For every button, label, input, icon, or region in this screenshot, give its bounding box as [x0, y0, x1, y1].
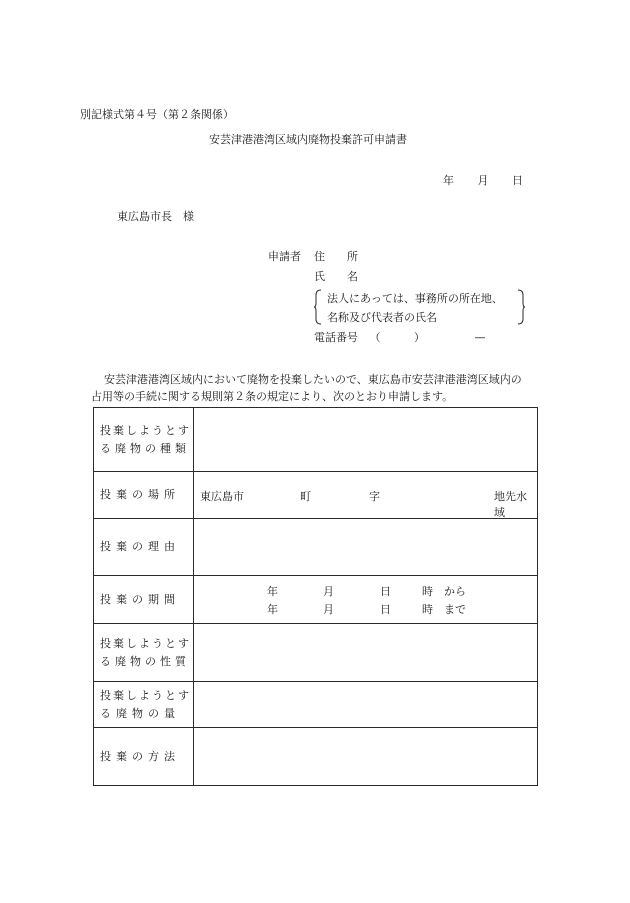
period-end-day: 日: [380, 602, 391, 616]
table-row-waste-amount: [94, 682, 538, 728]
address-label: 住 所: [314, 250, 358, 263]
waste-nature-label: [94, 624, 194, 682]
period-until: まで: [444, 602, 466, 616]
location-label: 投棄の場所: [94, 472, 194, 519]
waste-type-field[interactable]: [194, 408, 538, 472]
waste-type-label-line1: 投棄しようとす: [100, 423, 191, 437]
period-start-year: 年: [267, 584, 278, 598]
location-city: 東広島市: [200, 490, 244, 503]
applicant-label: 申請者: [268, 250, 301, 263]
method-label: 投棄の方法: [94, 728, 194, 786]
corporate-note-line2: 名称及び代表者の氏名: [327, 311, 437, 324]
name-label: 氏 名: [314, 270, 358, 283]
document-title: 安芸津港港湾区域内廃物投棄許可申請書: [209, 133, 407, 146]
period-start-month: 月: [323, 584, 334, 598]
reason-field[interactable]: [194, 519, 538, 576]
location-town: 町: [300, 490, 311, 503]
period-end-year: 年: [267, 602, 278, 616]
reason-label: 投棄の理由: [94, 519, 194, 576]
phone-label: 電話番号: [314, 331, 358, 344]
date-day-label: 日: [512, 174, 523, 187]
location-suffix: 地先水域: [494, 490, 527, 519]
phone-close-paren: ）: [414, 331, 425, 344]
addressee: 東広島市長 様: [117, 210, 194, 223]
form-number-label: 別記様式第４号（第２条関係）: [80, 108, 234, 121]
application-body-line2: 占用等の手続に関する規則第２条の規定により、次のとおり申請します。: [91, 390, 454, 403]
bracket-left-icon: [314, 289, 322, 325]
waste-amount-label-line1: 投棄しようとす: [100, 688, 191, 702]
period-end-month: 月: [323, 602, 334, 616]
table-row-waste-nature: [94, 624, 538, 682]
period-start-day: 日: [380, 584, 391, 598]
phone-dash: —: [474, 331, 486, 344]
table-row-reason: [94, 519, 538, 576]
waste-nature-field[interactable]: [194, 624, 538, 682]
period-end-hour: 時: [422, 602, 433, 616]
period-label: 投棄の期間: [94, 576, 194, 624]
waste-type-label-line2: る廃物の種類: [100, 441, 190, 455]
waste-amount-label-line2: る廃物の量: [100, 706, 180, 720]
table-row-location: [94, 472, 538, 519]
table-row-waste-type: [94, 408, 538, 472]
waste-amount-label: [94, 682, 194, 728]
waste-nature-label-line1: 投棄しようとす: [100, 636, 191, 650]
period-start-hour: 時: [422, 584, 433, 598]
bracket-right-icon: [517, 289, 525, 325]
date-line: [443, 174, 523, 188]
table-row-period: [94, 576, 538, 624]
date-year-label: 年: [443, 174, 454, 187]
table-row-method: [94, 728, 538, 786]
waste-nature-label-line2: る廃物の性質: [100, 654, 190, 668]
location-aza: 字: [369, 490, 380, 503]
date-month-label: 月: [477, 174, 489, 187]
phone-line: [314, 331, 486, 345]
period-from: から: [444, 584, 466, 598]
phone-open-paren: （: [369, 331, 381, 344]
waste-type-label: [94, 408, 194, 472]
location-field[interactable]: [194, 472, 538, 519]
corporate-note-line1: 法人にあっては、事務所の所在地、: [327, 292, 503, 305]
waste-amount-field[interactable]: [194, 682, 538, 728]
application-body-line1: 安芸津港港湾区域内において廃物を投棄したいので、東広島市安芸津港港湾区域内の: [104, 373, 522, 386]
period-field[interactable]: [194, 576, 538, 624]
application-table: [93, 407, 538, 786]
method-field[interactable]: [194, 728, 538, 786]
